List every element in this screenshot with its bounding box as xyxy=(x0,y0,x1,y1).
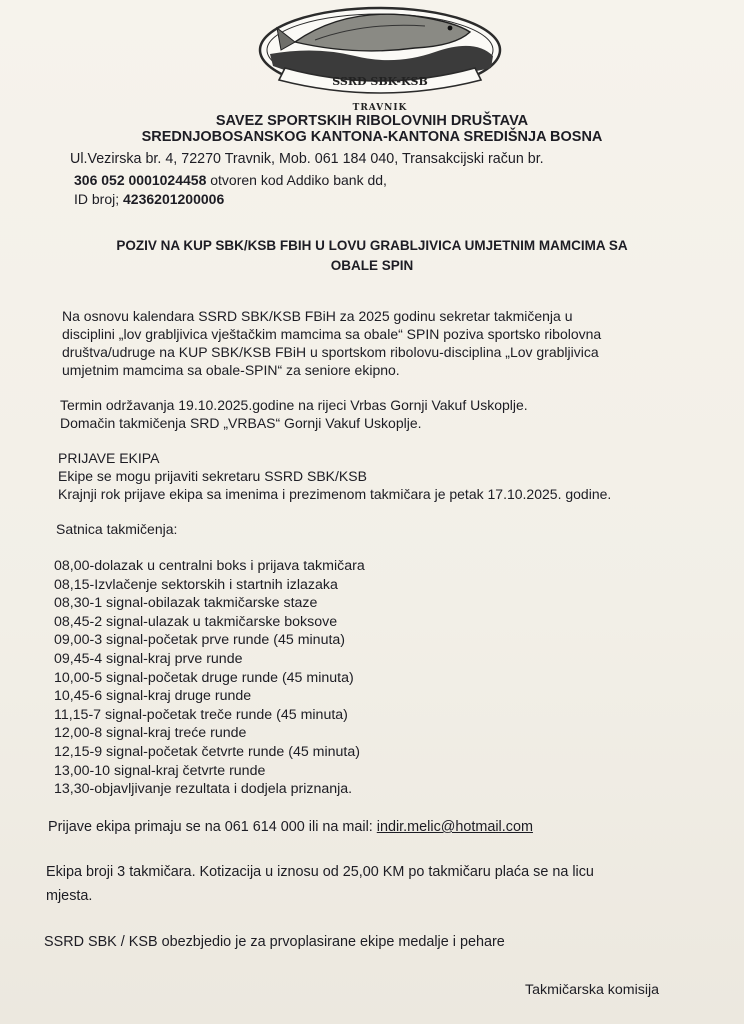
id-label: ID broj; xyxy=(74,191,120,207)
schedule-item: 10,00-5 signal-početak druge runde (45 minuta) xyxy=(54,669,354,686)
account-number: 306 052 0001024458 xyxy=(74,172,207,188)
schedule-item: 09,00-3 signal-početak prve runde (45 minuta) xyxy=(54,632,346,649)
registration-line-1: Ekipe se mogu prijaviti sekretaru SSRD SBK/KSB xyxy=(58,468,367,484)
registration-deadline: Krajnji rok prijave ekipa sa imenima i prezimenom takmičara je petak 17.10.2025. godine. xyxy=(58,486,612,502)
schedule-item: 13,00-10 signal-kraj četvrte runde xyxy=(54,762,266,779)
venue-line-2: Domačin takmičenja SRD „VRBAS“ Gornji Vakuf Uskoplje. xyxy=(60,415,422,431)
schedule-item: 12,15-9 signal-početak četvrte runde (45 minuta) xyxy=(54,743,360,760)
fee-line-1: Ekipa broji 3 takmičara. Kotizacija u iznosu od 25,00 KM po takmičaru plaća se na licu xyxy=(46,864,594,880)
signature: Takmičarska komisija xyxy=(525,982,660,998)
intro-line-4: umjetnim mamcima sa obale-SPIN“ za seniore ekipno. xyxy=(62,362,400,378)
logo-city: TRAVNIK xyxy=(352,103,408,113)
awards-line: SSRD SBK / KSB obezbjedio je za prvoplasirane ekipe medalje i pehare xyxy=(44,934,505,950)
schedule-list xyxy=(54,557,365,799)
logo-name: SSRD SBK-KSB xyxy=(332,75,428,88)
schedule-item: 08,15-Izvlačenje sektorskih i startnih izlazaka xyxy=(54,576,338,593)
invitation-title-line1: POZIV NA KUP SBK/KSB FBIH U LOVU GRABLJIVICA UMJETNIM MAMCIMA SA xyxy=(116,238,628,253)
schedule-item: 09,45-4 signal-kraj prve runde xyxy=(54,650,243,667)
schedule-item: 11,15-7 signal-početak treče runde (45 minuta) xyxy=(54,706,348,723)
registration-heading: PRIJAVE EKIPA xyxy=(58,450,160,466)
schedule-item: 08,00-dolazak u centralni boks i prijava takmičara xyxy=(54,558,365,574)
club-logo xyxy=(255,2,505,114)
id-number: 4236201200006 xyxy=(123,191,225,207)
account-bank: otvoren kod Addiko bank dd, xyxy=(210,172,387,188)
schedule-item: 10,45-6 signal-kraj druge runde xyxy=(54,688,252,705)
federation-name: SAVEZ SPORTSKIH RIBOLOVNIH DRUŠTAVA xyxy=(215,113,529,129)
schedule-item: 08,45-2 signal-ulazak u takmičarske boksove xyxy=(54,613,338,630)
intro-line-3: društva/udruge na KUP SBK/KSB FBiH u sportskom ribolovu-disciplina „Lov grabljivica xyxy=(62,344,599,360)
contact-email-link[interactable]: indir.melic@hotmail.com xyxy=(376,819,533,835)
id-line xyxy=(74,191,224,207)
contact-text: Prijave ekipa primaju se na 061 614 000 ili na mail: xyxy=(48,819,373,835)
intro-line-1: Na osnovu kalendara SSRD SBK/KSB FBiH za 2025 godinu sekretar takmičenja u xyxy=(62,308,573,324)
schedule-item: 12,00-8 signal-kraj treće runde xyxy=(54,725,247,742)
schedule-item: 13,30-objavljivanje rezultata i dodjela priznanja. xyxy=(54,781,353,798)
schedule-item: 08,30-1 signal-obilazak takmičarske staze xyxy=(54,595,318,612)
intro-line-2: disciplini „lov grabljivica vještačkim mamcima sa obale“ SPIN poziva sportsko ribolovna xyxy=(62,326,602,342)
schedule-heading: Satnica takmičenja: xyxy=(56,521,178,537)
fee-line-2: mjesta. xyxy=(46,888,93,904)
canton-name: SREDNJOBOSANSKOG KANTONA-KANTONA SREDIŠNJA BOSNA xyxy=(141,129,603,145)
contact-line xyxy=(48,819,533,835)
address-line: Ul.Vezirska br. 4, 72270 Travnik, Mob. 061 184 040, Transakcijski račun br. xyxy=(70,151,544,167)
venue-line-1: Termin održavanja 19.10.2025.godine na rijeci Vrbas Gornji Vakuf Uskoplje. xyxy=(60,397,528,413)
account-line xyxy=(74,172,387,188)
invitation-title-line2: OBALE SPIN xyxy=(330,258,414,273)
